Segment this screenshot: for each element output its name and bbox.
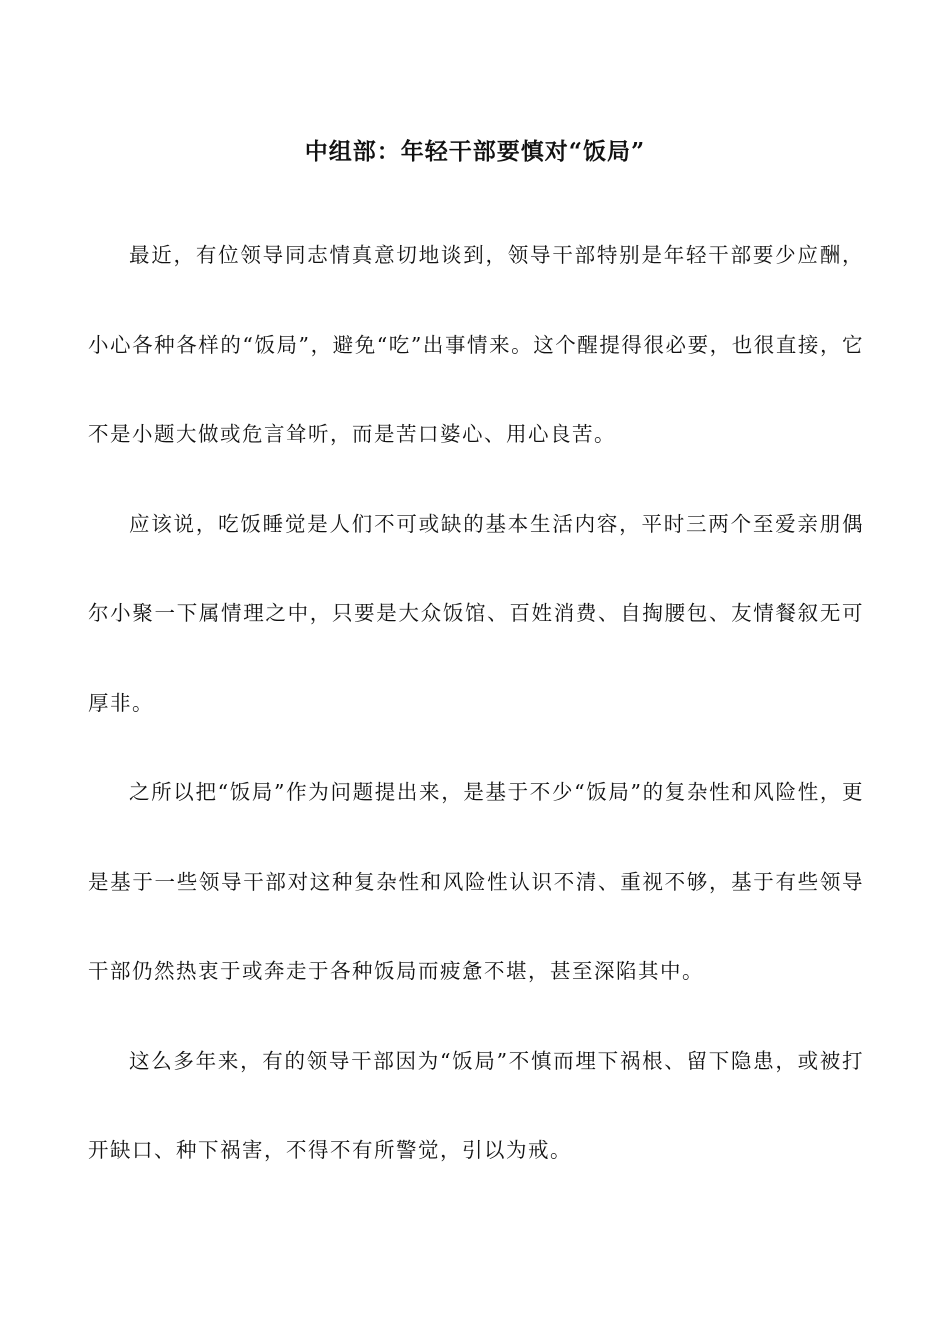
document-title: 中组部：年轻干部要慎对“饭局” — [304, 138, 646, 165]
document-body — [88, 211, 864, 1196]
paragraph-2: 应该说，吃饭睡觉是人们不可或缺的基本生活内容，平时三两个至爱亲朋偶尔小聚一下属情理之中，只要是大众饭馆、百姓消费、自掏腰包、友情餐叙无可厚非。 — [88, 511, 864, 715]
paragraph-4: 这么多年来，有的领导干部因为“饭局”不慎而埋下祸根、留下隐患，或被打开缺口、种下祸害，不得不有所警觉，引以为戒。 — [88, 1048, 864, 1162]
paragraph-1: 最近，有位领导同志情真意切地谈到，领导干部特别是年轻干部要少应酬，小心各种各样的“饭局”，避免“吃”出事情来。这个醒提得很必要，也很直接，它不是小题大做或危言耸听，而是苦口婆心、用心良苦。 — [88, 243, 864, 446]
paragraph-3: 之所以把“饭局”作为问题提出来，是基于不少“饭局”的复杂性和风险性，更是基于一些领导干部对这种复杂性和风险性认识不清、重视不够，基于有些领导干部仍然热衷于或奔走于各种饭局而疲惫不堪，甚至深陷其中。 — [88, 780, 864, 983]
